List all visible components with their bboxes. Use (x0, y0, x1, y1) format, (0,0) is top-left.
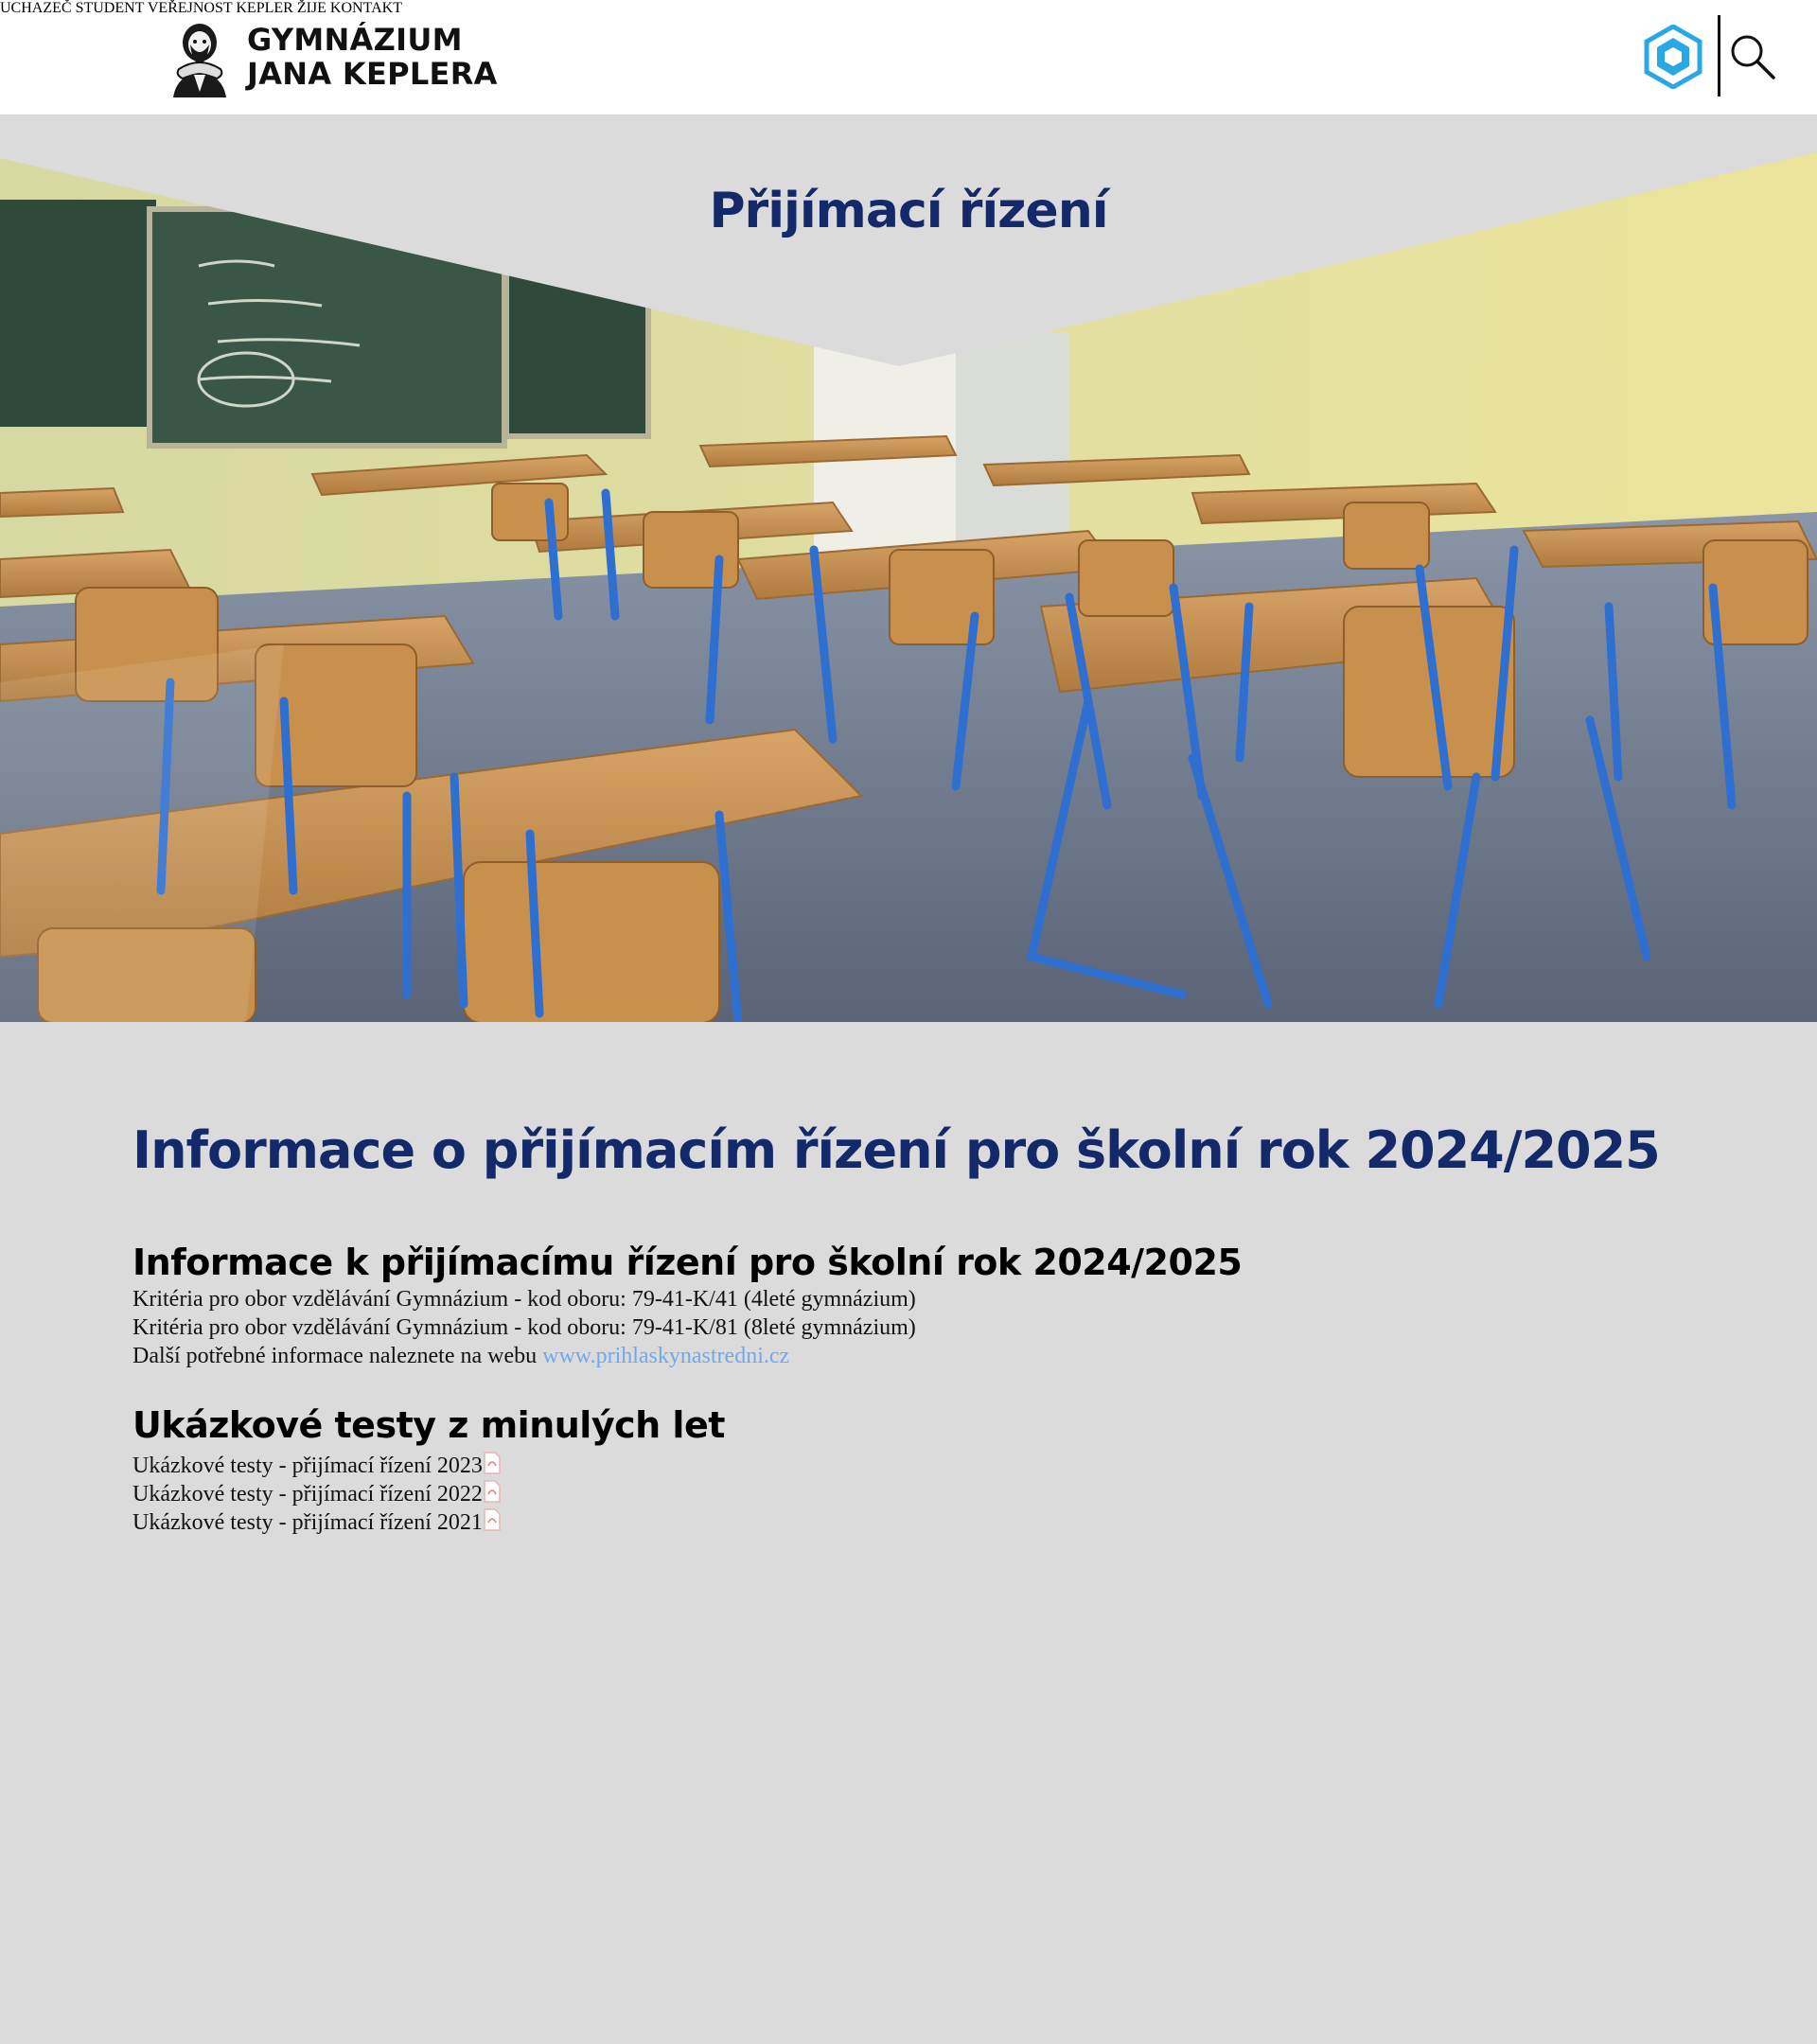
test-link-2023[interactable]: Ukázkové testy - přijímací řízení 2023 (132, 1454, 483, 1478)
nav-item-kepler-zije[interactable]: KEPLER ŽIJE (236, 0, 326, 16)
criteria-link-8lete[interactable]: Kritéria pro obor vzdělávání Gymnázium - kod oboru: 79-41-K/81 (8leté gymnázium) (132, 1315, 916, 1340)
nav-item-kontakt[interactable]: KONTAKT (329, 0, 402, 16)
prihlasky-link[interactable]: www.prihlaskynastredni.cz (542, 1344, 790, 1368)
kepler-portrait-icon (166, 16, 234, 97)
pdf-icon (483, 1480, 502, 1503)
classroom-photo (0, 115, 1817, 1022)
logo-line-1: GYMNÁZIUM (247, 22, 463, 58)
test-link-2022[interactable]: Ukázkové testy - přijímací řízení 2022 (132, 1482, 483, 1507)
site-header (0, 0, 1817, 115)
nav-item-student[interactable]: STUDENT (75, 0, 145, 16)
list-item[interactable] (132, 1480, 1685, 1508)
section-heading-tests: Ukázkové testy z minulých let (132, 1404, 725, 1446)
main-content (132, 1117, 1685, 1537)
page-heading: Informace o přijímacím řízení pro školní rok 2024/2025 (132, 1120, 1660, 1180)
list-item[interactable] (132, 1508, 1685, 1537)
criteria-link-4lete[interactable]: Kritéria pro obor vzdělávání Gymnázium - kod oboru: 79-41-K/41 (4leté gymnázium) (132, 1287, 916, 1312)
nav-item-verejnost[interactable]: VEŘEJNOST (147, 0, 233, 16)
hexagon-app-icon[interactable] (1644, 25, 1702, 89)
hero-title: Přijímací řízení (709, 183, 1108, 239)
pdf-icon (483, 1452, 502, 1474)
logo-text (247, 23, 498, 91)
more-info-line (132, 1342, 1685, 1370)
logo-line-2: JANA KEPLERA (247, 56, 498, 92)
section-heading-info: Informace k přijímacímu řízení pro školní rok 2024/2025 (132, 1242, 1243, 1283)
nav-item-uchazec[interactable]: UCHAZEČ (0, 0, 72, 16)
hero-banner (0, 115, 1817, 1022)
site-logo[interactable] (166, 13, 498, 100)
pdf-icon (483, 1508, 502, 1531)
search-icon[interactable] (1728, 32, 1777, 81)
more-info-text: Další potřebné informace naleznete na webu (132, 1344, 543, 1368)
test-link-2021[interactable]: Ukázkové testy - přijímací řízení 2021 (132, 1510, 483, 1535)
header-divider (1718, 15, 1720, 97)
list-item[interactable] (132, 1452, 1685, 1480)
